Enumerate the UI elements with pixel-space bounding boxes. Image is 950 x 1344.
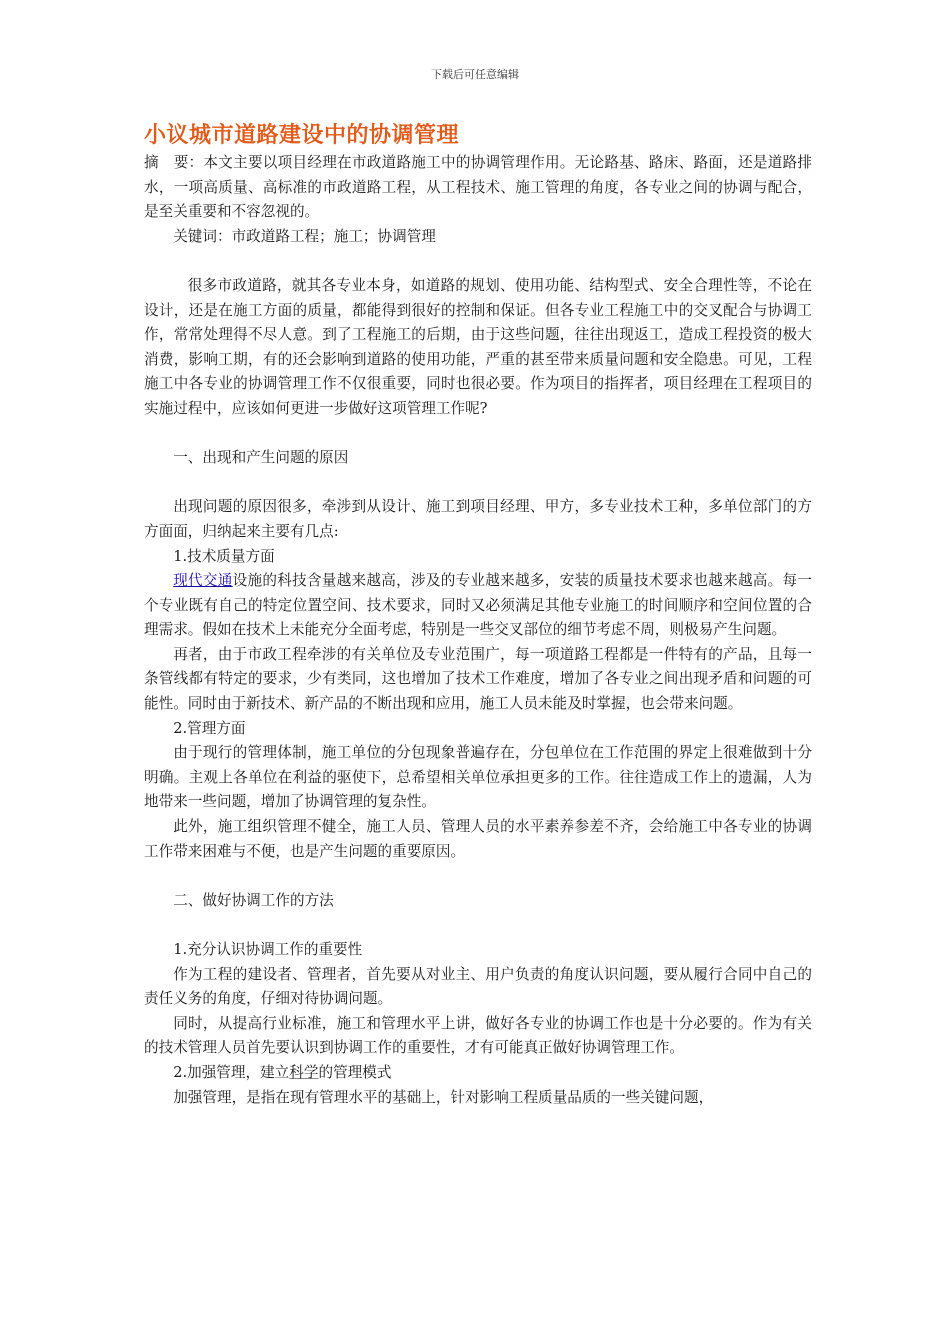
section2-heading: 二、做好协调工作的方法 <box>173 891 334 909</box>
section2-sub2-paragraph1: 加强管理，是指在现有管理水平的基础上，针对影响工程质量品质的一些关键问题， <box>173 1088 714 1106</box>
section1-sub1-paragraph1-text: 设施的科技含量越来越高，涉及的专业越来越多，安装的质量技术要求也越来越高。每一个专业既有自己的特定位置空间、技术要求，同时又必须满足其他专业施工的时间顺序和空间位置的合理需求。假如在技术上未能充分全面考虑，特别是一些交叉部位的细节考虑不周，则极易产生问题。 <box>144 572 812 639</box>
section1-sub2-paragraph2: 此外，施工组织管理不健全，施工人员、管理人员的水平素养参差不齐，会给施工中各专业的协调工作带来困难与不便，也是产生问题的重要原因。 <box>144 818 812 860</box>
section1-intro: 出现问题的原因很多，牵涉到从设计、施工到项目经理、甲方，多专业技术工种，多单位部门的方方面面，归纳起来主要有几点: <box>144 498 812 540</box>
section1-sub1-paragraph2: 再者，由于市政工程牵涉的有关单位及专业范围广，每一项道路工程都是一件特有的产品，且每一条管线都有特定的要求，少有类同，这也增加了技术工作难度，增加了各专业之间出现矛盾和问题的可能性。同时由于新技术、新产品的不断出现和应用，施工人员未能及时掌握，也会带来问题。 <box>144 645 812 713</box>
section2-sub2-heading <box>144 1061 812 1086</box>
modern-traffic-link[interactable]: 现代交通 <box>173 572 233 590</box>
section2-sub2-heading-post: 的管理模式 <box>318 1063 392 1081</box>
section1-sub2-heading: 2.管理方面 <box>173 719 246 737</box>
section2-sub1-paragraph1: 作为工程的建设者、管理者，首先要从对业主、用户负责的角度认识问题，要从履行合同中自己的责任义务的角度，仔细对待协调问题。 <box>144 965 812 1008</box>
section1-sub2-paragraph1: 由于现行的管理体制，施工单位的分包现象普遍存在，分包单位在工作范围的界定上很难做到十分明确。主观上各单位在利益的驱使下，总希望相关单位承担更多的工作。往往造成工作上的遗漏，人为地带来一些问题，增加了协调管理的复杂性。 <box>144 744 812 811</box>
keywords: 关键词：市政道路工程；施工；协调管理 <box>173 227 436 245</box>
section2-sub1-paragraph2: 同时，从提高行业标准，施工和管理水平上讲，做好各专业的协调工作也是十分必要的。作为有关的技术管理人员首先要认识到协调工作的重要性，才有可能真正做好协调管理工作。 <box>144 1014 812 1057</box>
section1-sub1-paragraph1 <box>144 569 812 643</box>
intro-paragraph: 很多市政道路，就其各专业本身，如道路的规划、使用功能、结构型式、安全合理性等，不论在设计，还是在施工方面的质量，都能得到很好的控制和保证。但各专业工程施工中的交叉配合与协调工作，常常处理得不尽人意。到了工程施工的后期，由于这些问题，往往出现返工，造成工程投资的极大消费，影响工期，有的还会影响到道路的使用功能，严重的甚至带来质量问题和安全隐患。可见，工程施工中各专业的协调管理工作不仅很重要，同时也很必要。作为项目的指挥者，项目经理在工程项目的实施过程中，应该如何更进一步做好这项管理工作呢? <box>144 276 812 417</box>
science-link[interactable]: 科学 <box>289 1063 319 1081</box>
article-title: 小议城市道路建设中的协调管理 <box>144 122 460 148</box>
page-header-note: 下载后可任意编辑 <box>431 68 519 81</box>
section2-sub1-heading: 1.充分认识协调工作的重要性 <box>173 941 363 958</box>
article-body <box>144 151 812 1110</box>
section2-sub2-heading-pre: 2.加强管理，建立 <box>173 1063 290 1081</box>
section1-heading: 一、出现和产生问题的原因 <box>173 449 349 467</box>
section1-sub1-heading: 1.技术质量方面 <box>173 547 275 565</box>
abstract: 摘 要：本文主要以项目经理在市政道路施工中的协调管理作用。无论路基、路床、路面，还是道路排水，一项高质量、高标准的市政道路工程，从工程技术、施工管理的角度，各专业之间的协调与配合，是至关重要和不容忽视的。 <box>144 154 812 221</box>
